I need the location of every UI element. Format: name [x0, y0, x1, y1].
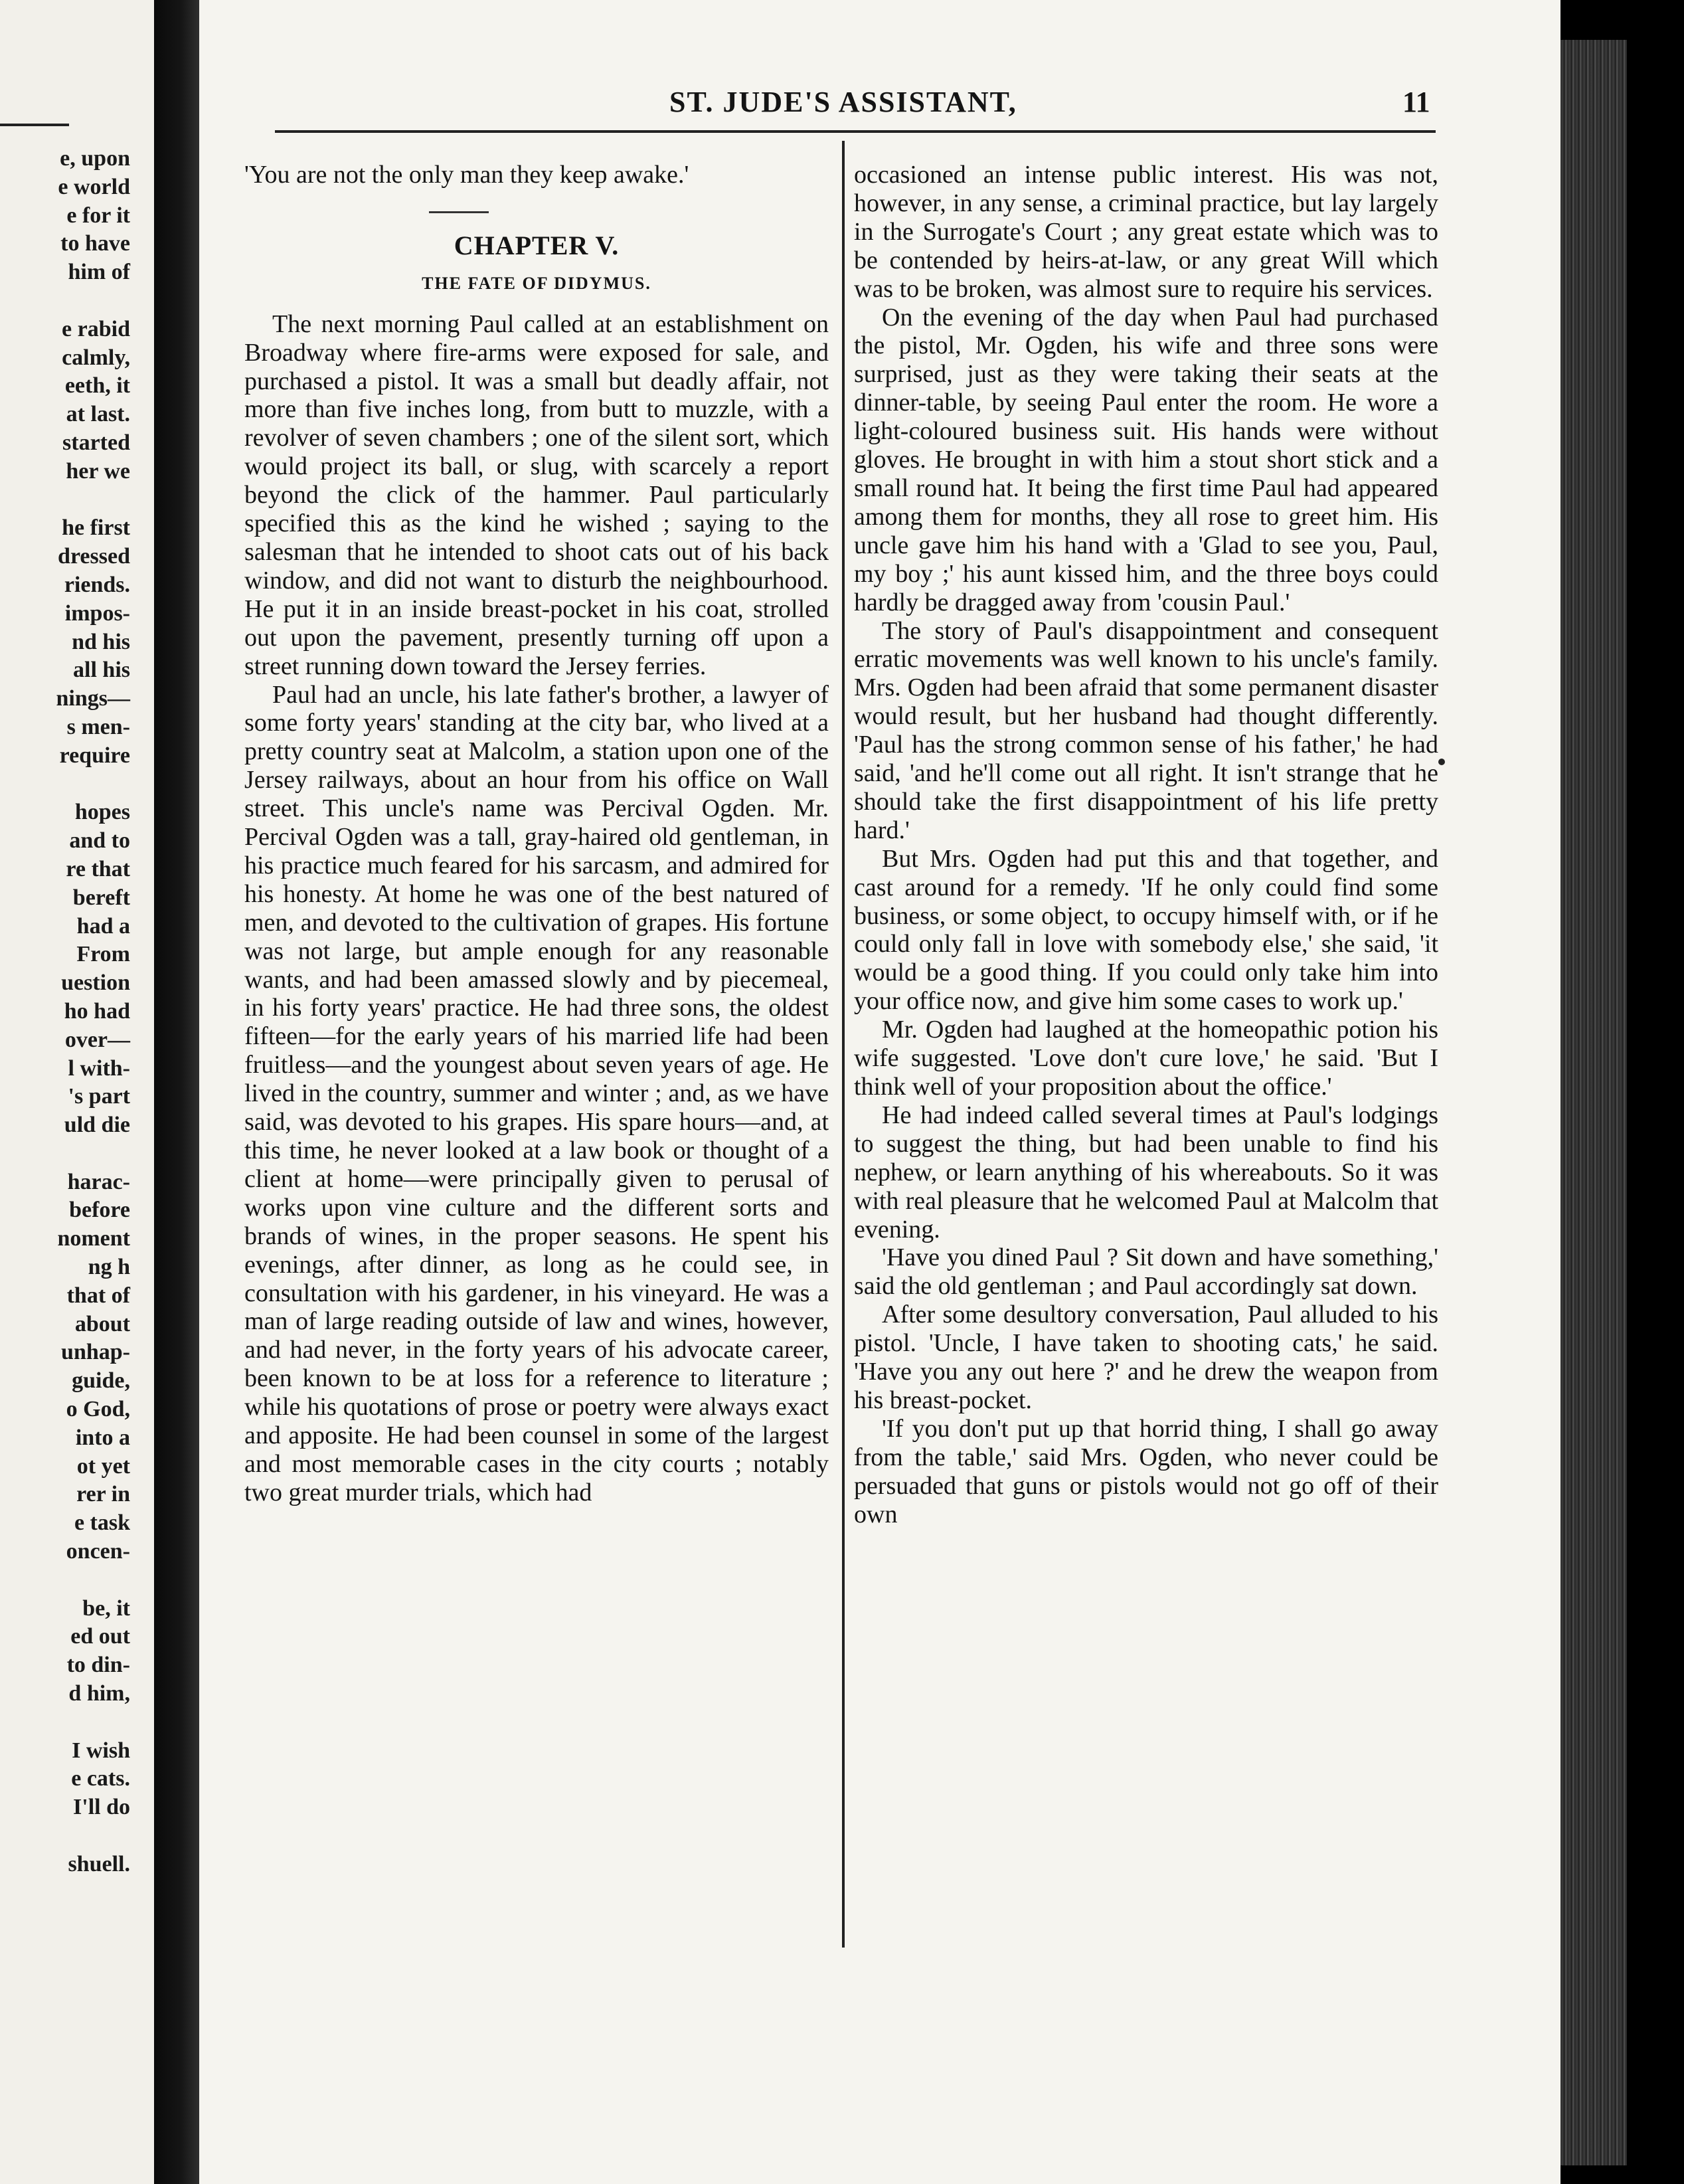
- fragment-line: d him,: [68, 1681, 130, 1706]
- fragment-line: before: [69, 1198, 130, 1223]
- fragment-line: e for it: [66, 203, 130, 228]
- fragment-line: rer in: [76, 1482, 130, 1507]
- page-number: 11: [1402, 86, 1430, 118]
- fragment-line: From: [76, 942, 130, 967]
- fragment-line: to have: [60, 231, 130, 256]
- fragment-line: e world: [58, 174, 130, 199]
- fragment-line: nings—: [56, 686, 130, 711]
- paragraph: Paul had an uncle, his late father's brother, a lawyer of some forty years' standing at the city bar, who lived at a pretty country seat at Malcolm, a station upon one of the Jersey railways, about an hour from his office on Wall street. This uncle's name was Percival Ogden. Mr. Percival Ogden was a tall, gray-haired old gentleman, in his practice much feared for his sarcasm, and admired for his honesty. At home he was one of the best natured of men, and devoted to the cultivation of grapes. His fortune was not large, but ample enough for any reasonable wants, and had been amassed slowly and by piecemeal, in his forty years' practice. He had three sons, the oldest fifteen—for the early years of his married life had been fruitless—and the youngest about seven years of age. He lived in the country, summer and winter ; and, as we have said, was devoted to his grapes. His spare hours—and, at this time, he never looked at a law book or thought of a client at home—were principally given to perusal of works upon vine culture and the different sorts and brands of wines, in the proper seasons. He spent his evenings, after dinner, as long as he could see, in consultation with his gardener, in his vineyard. He was a man of large reading outside of law and wines, however, and had never, in the forty years of his advocate career, been known to be at loss for a reference to literature ; while his quotations of prose or poetry were always exact and apposite. He had been counsel in some of the largest and most memorable cases in the city courts ; notably two great murder trials, which had: [244, 680, 829, 1506]
- fragment-line: s men-: [66, 714, 130, 739]
- paragraph: 'Have you dined Paul ? Sit down and have something,' said the old gentleman ; and Paul accordingly sat down.: [854, 1243, 1438, 1301]
- paragraph: 'If you don't put up that horrid thing, I shall go away from the table,' said Mrs. Ogden, who never could be persuaded that guns or pistols would not go off of their own: [854, 1414, 1438, 1528]
- fragment-line: e, upon: [60, 146, 130, 171]
- fragment-line: e task: [74, 1510, 130, 1536]
- fragment-line: uestion: [61, 970, 130, 996]
- fragment-line: [0, 1822, 154, 1851]
- right-column: [854, 161, 1438, 1529]
- previous-page-fragment: [0, 0, 154, 2184]
- fragment-line: l with-: [68, 1055, 130, 1081]
- fragment-line: [0, 771, 154, 799]
- fragment-line: [0, 1566, 154, 1595]
- fragment-line: harac-: [67, 1169, 130, 1194]
- fragment-line: that of: [66, 1283, 130, 1308]
- fragment-line: guide,: [72, 1368, 130, 1394]
- fragment-line: shuell.: [68, 1851, 130, 1876]
- chapter-subtitle: THE FATE OF DIDYMUS.: [422, 273, 651, 293]
- fragment-line: ot yet: [76, 1453, 130, 1479]
- fragment-line: be, it: [82, 1595, 130, 1621]
- fragment-line: e rabid: [62, 316, 130, 341]
- paragraph: occasioned an intense public interest. His was not, however, in any sense, a criminal practice, but lay largely in the Surrogate's Court ; any great estate which was to be contended by heirs-at-law, or any great Will which was to be broken, was almost sure to require his services.: [854, 161, 1438, 303]
- chapter-title: CHAPTER V.: [454, 230, 620, 260]
- fragment-line: I wish: [72, 1738, 130, 1763]
- fragment-line: require: [59, 743, 130, 768]
- fragment-line: her we: [66, 458, 130, 484]
- fragment-line: started: [62, 430, 130, 455]
- fragment-line: unhap-: [61, 1340, 130, 1365]
- fragment-line: at last.: [66, 402, 130, 427]
- fragment-line: ed out: [70, 1624, 130, 1649]
- fragment-line: dressed: [58, 544, 130, 569]
- fragment-line: hopes: [74, 800, 130, 825]
- ink-speck: [1438, 759, 1445, 765]
- fragment-line: he first: [62, 515, 130, 541]
- fragment-line: e cats.: [71, 1766, 130, 1791]
- paragraph: Mr. Ogden had laughed at the homeopathic potion his wife suggested. 'Love don't cure love,' he said. 'But I think well of your proposition about the office.': [854, 1016, 1438, 1101]
- fragment-line: noment: [57, 1226, 130, 1251]
- fragment-line: o God,: [66, 1397, 130, 1422]
- opening-rule: [429, 211, 489, 213]
- fragment-line: impos-: [64, 600, 130, 626]
- fragment-line: nd his: [72, 629, 130, 654]
- fragment-line: [0, 287, 154, 316]
- fragment-line: [0, 1708, 154, 1737]
- fragment-line: [0, 1140, 154, 1168]
- previous-page-rule: [0, 124, 69, 126]
- fragment-line: ho had: [64, 998, 130, 1024]
- fragment-line: bereft: [72, 885, 130, 910]
- fragment-line: into a: [75, 1425, 130, 1450]
- fragment-line: 's part: [68, 1084, 130, 1109]
- book-gutter: [154, 0, 199, 2184]
- paragraph: On the evening of the day when Paul had purchased the pistol, Mr. Ogden, his wife and three sons were surprised, just as they were taking their seats at the dinner-table, by seeing Paul enter the room. He wore a light-coloured business suit. His hands were without gloves. He brought in with him a stout short stick and a small round hat. It being the first time Paul had appeared among them for months, they all rose to greet him. His uncle gave him his hand with a 'Glad to see you, Paul, my boy ;' his aunt kissed him, and the three boys could hardly be dragged away from 'cousin Paul.': [854, 303, 1438, 616]
- fragment-line: over—: [64, 1027, 130, 1052]
- fragment-line: eeth, it: [64, 373, 130, 399]
- fragment-line: re that: [66, 856, 130, 881]
- paragraph: The next morning Paul called at an establishment on Broadway where fire-arms were exposed for sale, and purchased a pistol. It was a small but deadly affair, not more than five inches long, from butt to muzzle, with a revolver of seven chambers ; one of the silent sort, which would project its ball, or slug, with scarcely a report beyond the click of the hammer. Paul particularly specified this as the kind he wished ; saying to the salesman that he intended to shoot cats out of his back window, and did not want to disturb the neighbourhood. He put it in an inside breast-pocket in his coat, strolled out upon the pavement, presently turning off upon a street running down toward the Jersey ferries.: [244, 310, 829, 680]
- previous-page-text: [0, 145, 154, 1879]
- fragment-line: had a: [76, 913, 130, 939]
- fragment-line: to din-: [66, 1653, 130, 1678]
- paragraph: He had indeed called several times at Paul's lodgings to suggest the thing, but had been unable to find his nephew, or learn anything of his whereabouts. So it was with real pleasure that he welcomed Paul at Malcolm that evening.: [854, 1101, 1438, 1243]
- fragment-line: and to: [69, 828, 130, 854]
- header-rule: [275, 130, 1436, 133]
- fragment-line: oncen-: [66, 1539, 130, 1564]
- paragraph: The story of Paul's disappointment and consequent erratic movements was well known to his uncle's family. Mrs. Ogden had been afraid that some permanent disaster would result, but her husband had thought differently. 'Paul has the strong common sense of his father,' he had said, 'and he'll come out all right. It isn't strange that he should take the first disappointment of his life pretty hard.': [854, 616, 1438, 844]
- fragment-line: calmly,: [62, 345, 130, 370]
- fragment-line: [0, 486, 154, 515]
- fragment-line: riends.: [64, 572, 130, 597]
- page-edges: [1560, 40, 1627, 2165]
- column-divider: [842, 141, 845, 1948]
- fragment-line: about: [74, 1311, 130, 1336]
- paragraph: After some desultory conversation, Paul alluded to his pistol. 'Uncle, I have taken to shooting cats,' he said. 'Have you any out here ?' and he drew the weapon from his breast-pocket.: [854, 1301, 1438, 1414]
- fragment-line: I'll do: [73, 1795, 130, 1820]
- paragraph: But Mrs. Ogden had put this and that together, and cast around for a remedy. 'If he only could find some business, or some object, to occupy himself with, or if he could only fall in love with somebody else,' she said, 'it would be a good thing. If you could only take him into your office now, and give him some cases to work up.': [854, 844, 1438, 1016]
- opening-quote: 'You are not the only man they keep awake.': [244, 161, 689, 189]
- left-column: [244, 161, 829, 1507]
- fragment-line: ng h: [88, 1255, 130, 1280]
- fragment-line: all his: [73, 658, 130, 683]
- running-title: ST. JUDE'S ASSISTANT,: [669, 86, 1017, 118]
- fragment-line: him of: [68, 260, 130, 285]
- fragment-line: uld die: [64, 1113, 130, 1138]
